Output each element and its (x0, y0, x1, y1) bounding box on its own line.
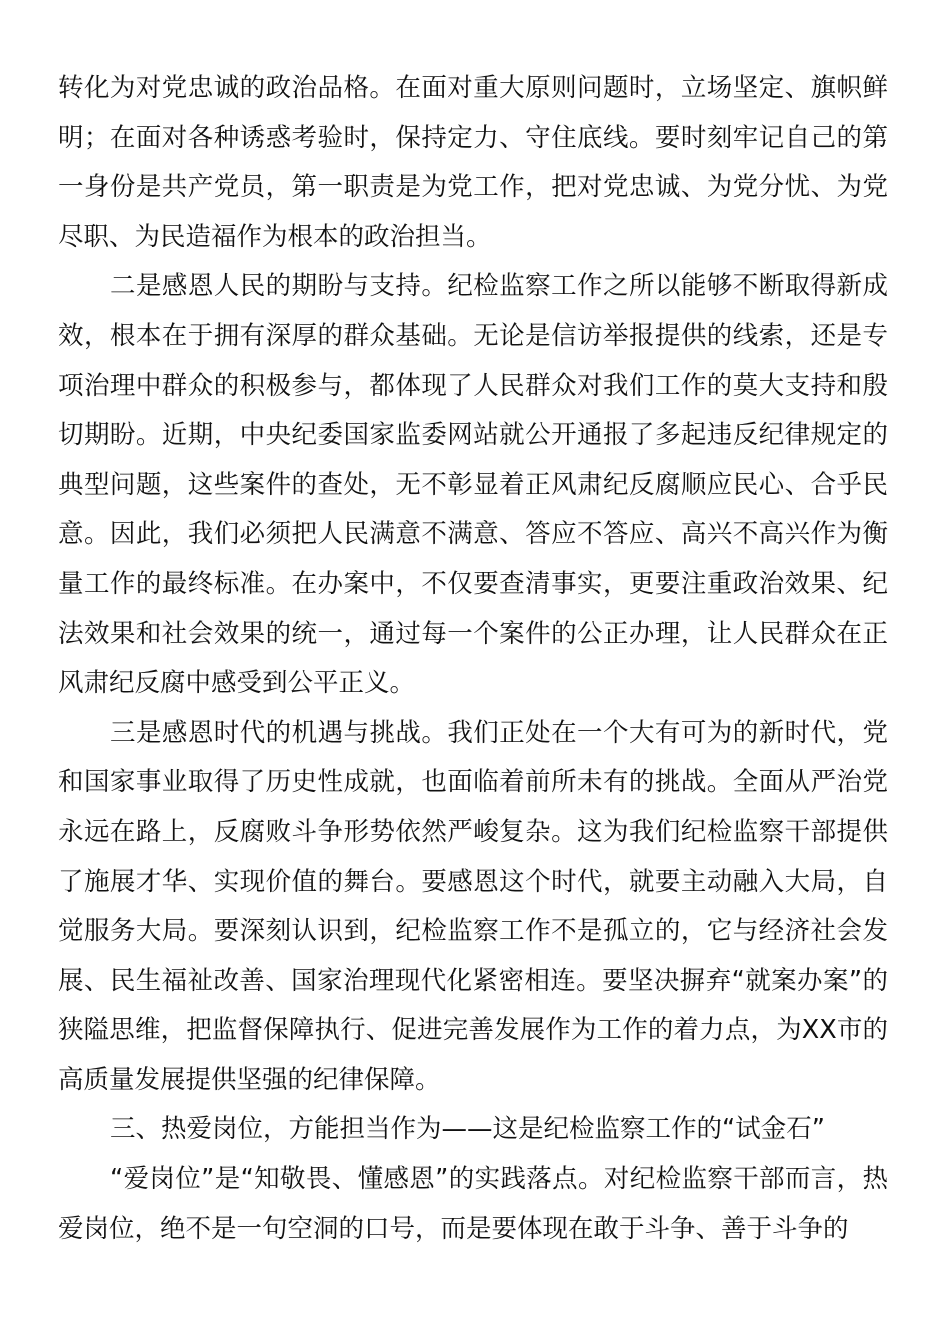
document-page (58, 64, 888, 1254)
paragraph-gratitude-people: 二是感恩人民的期盼与支持。纪检监察工作之所以能够不断取得新成效，根本在于拥有深厚的群众基础。无论是信访举报提供的线索，还是专项治理中群众的积极参与，都体现了人民群众对我们工作的莫大支持和殷切期盼。近期，中央纪委国家监委网站就公开通报了多起违反纪律规定的典型问题，这些案件的查处，无不彰显着正风肃纪反腐顺应民心、合乎民意。因此，我们必须把人民满意不满意、答应不答应、高兴不高兴作为衡量工作的最终标准。在办案中，不仅要查清事实，更要注重政治效果、纪法效果和社会效果的统一，通过每一个案件的公正办理，让人民群众在正风肃纪反腐中感受到公平正义。 (58, 271, 888, 699)
section-heading: 三、热爱岗位，方能担当作为——这是纪检监察工作的“试金石” (110, 1114, 825, 1145)
paragraph-love-post: “爱岗位”是“知敬畏、懂感恩”的实践落点。对纪检监察干部而言，热爱岗位，绝不是一句空洞的口号，而是要体现在敢于斗争、善于斗争的 (58, 1164, 888, 1244)
paragraph-continuation: 转化为对党忠诚的政治品格。在面对重大原则问题时，立场坚定、旗帜鲜明；在面对各种诱惑考验时，保持定力、守住底线。要时刻牢记自己的第一身份是共产党员，第一职责是为党工作，把对党忠诚、为党分忧、为党尽职、为民造福作为根本的政治担当。 (58, 73, 888, 252)
paragraph-gratitude-era: 三是感恩时代的机遇与挑战。我们正处在一个大有可为的新时代，党和国家事业取得了历史性成就，也面临着前所未有的挑战。全面从严治党永远在路上，反腐败斗争形势依然严峻复杂。这为我们纪检监察干部提供了施展才华、实现价值的舞台。要感恩这个时代，就要主动融入大局，自觉服务大局。要深刻认识到，纪检监察工作不是孤立的，它与经济社会发展、民生福祉改善、国家治理现代化紧密相连。要坚决摒弃“就案办案”的狭隘思维，把监督保障执行、促进完善发展作为工作的着力点，为XX市的高质量发展提供坚强的纪律保障。 (58, 717, 888, 1095)
